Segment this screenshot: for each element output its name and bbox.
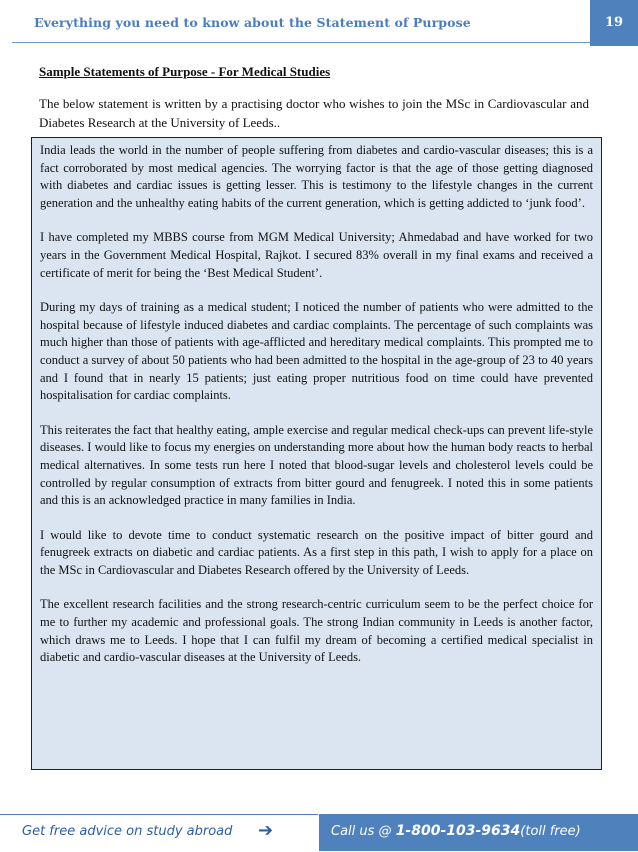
statement-paragraph-2: I have completed my MBBS course from MGM Medical University; Ahmedabad and have worked for two years in the Government Medical Hospital, Rajkot. I secured 83% overall in my final exams and received a certificate of merit for being the ‘Best Medical Student’. xyxy=(40,230,593,280)
header-title: Everything you need to know about the Statement of Purpose xyxy=(34,15,471,30)
page-number: 19 xyxy=(590,0,638,46)
statement-paragraph-4: This reiterates the fact that healthy eating, ample exercise and regular medical check-ups can prevent life-style diseases. I would like to focus my energies on understanding more about how the human body reacts to herbal medical alternatives. In some tests run here I noted that blood-sugar levels and cholesterol levels could be controlled by regular consumption of extracts from bitter gourd and fenugreek. I noted this in some patients and this is an acknowledged practice in many families in India. xyxy=(40,422,593,508)
statement-paragraph-6: The excellent research facilities and the strong research-centric curriculum seem to be the perfect choice for me to further my academic and professional goals. The strong Indian community in Leeds is another factor, which draws me to Leeds. I hope that I can fulfil my dream of becoming a certified medical specialist in diabetic and cardio-vascular diseases at the University of Leeds. xyxy=(40,597,593,665)
phone-number[interactable]: 1-800-103-9634 xyxy=(395,823,521,839)
call-suffix: (toll free) xyxy=(520,824,581,839)
header-divider xyxy=(12,42,590,43)
statement-box xyxy=(31,137,602,770)
statement-paragraph-1: India leads the world in the number of people suffering from diabetes and cardio-vascular diseases; this is a fact corroborated by most medical agencies. The worrying factor is that the age of those getting diagnosed with diabetes and cardiac issues is getting lesser. This is testimony to the lifestyle changes in the current generation and the unhealthy eating habits of the current generation, which is getting addicted to ‘junk food’. xyxy=(40,143,593,210)
call-prefix: Call us @ xyxy=(331,824,396,839)
page-header xyxy=(0,0,638,46)
arrow-right-icon: ➔ xyxy=(258,820,274,841)
statement-paragraph-3: During my days of training as a medical student; I noticed the number of patients who were admitted to the hospital because of lifestyle induced diabetes and cardiac complaints. The percentage of such complaints was much higher than those of patients with age-afflicted and hereditary medical complaints. This prompted me to conduct a survey of about 50 patients who had been admitted to the hospital in the age-group of 23 to 40 years and I found that in nearly 15 patients; just eating proper nutritious food on time could have prevented hospitalisation for cardiac complaints. xyxy=(40,300,593,403)
advice-link[interactable] xyxy=(0,814,318,852)
call-banner[interactable] xyxy=(319,814,638,851)
page-footer xyxy=(0,814,638,851)
statement-paragraph-5: I would like to devote time to conduct systematic research on the positive impact of bitter gourd and fenugreek extracts on diabetic and cardiac patients. As a first step in this path, I wish to apply for a place on the MSc in Cardiovascular and Diabetes Research offered by the University of Leeds. xyxy=(40,527,593,577)
call-text[interactable] xyxy=(331,823,581,839)
intro-text: The below statement is written by a practising doctor who wishes to join the MSc in Cardiovascular and Diabetes Research at the University of Leeds.. xyxy=(39,96,589,130)
advice-text[interactable]: Get free advice on study abroad xyxy=(22,824,233,839)
section-title: Sample Statements of Purpose - For Medical Studies xyxy=(39,64,331,79)
